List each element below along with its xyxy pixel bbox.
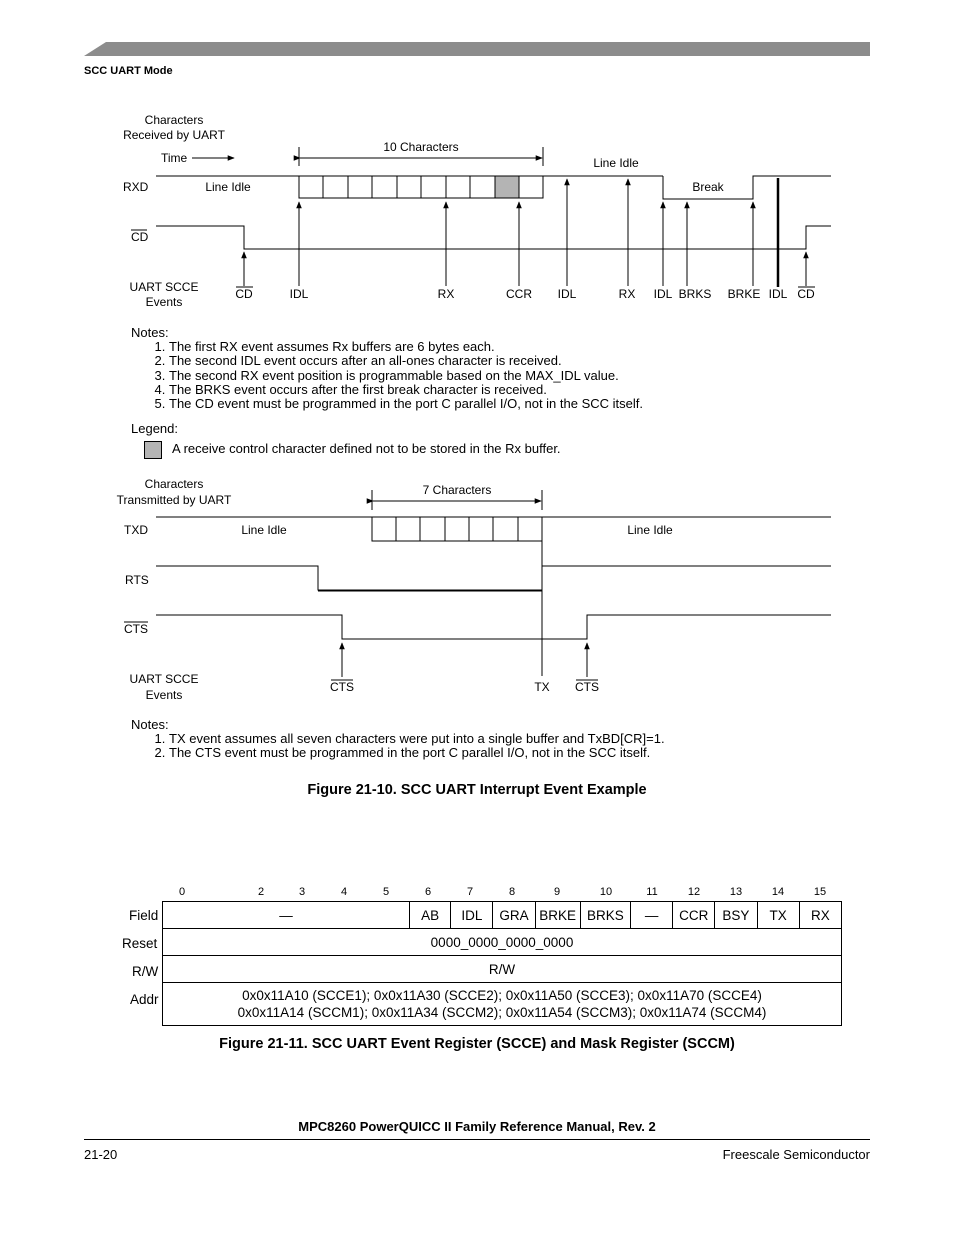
rx-note: 2. The second IDL event occurs after an all-ones character is received. xyxy=(169,354,643,368)
field-cell-reserved-1: — xyxy=(163,902,410,929)
company-name: Freescale Semiconductor xyxy=(722,1147,870,1162)
break-label: Break xyxy=(692,180,724,194)
legend-text: A receive control character defined not to be stored in the Rx buffer. xyxy=(172,441,561,456)
legend-heading: Legend: xyxy=(131,421,178,436)
bit-number: 3 xyxy=(298,886,306,898)
rx-line-idle-left: Line Idle xyxy=(205,180,251,194)
rx-events-label-1: UART SCCE xyxy=(129,280,199,294)
field-cell-ccr: CCR xyxy=(673,902,715,929)
field-cell-rx: RX xyxy=(799,902,841,929)
row-label-rw: R/W xyxy=(132,964,159,979)
rts-label: RTS xyxy=(125,573,149,587)
field-cell-brke: BRKE xyxy=(535,902,580,929)
rx-event-rx-2: RX xyxy=(618,287,636,301)
field-cell-brks: BRKS xyxy=(580,902,630,929)
rx-notes xyxy=(131,326,643,411)
seven-chars-label: 7 Characters xyxy=(422,483,492,497)
rx-event-rx-1: RX xyxy=(437,287,455,301)
figure-11-caption: Figure 21-11. SCC UART Event Register (SCCE) and Mask Register (SCCM) xyxy=(219,1036,735,1052)
addr-cell xyxy=(163,983,842,1026)
tx-event-cts-1: CTS xyxy=(330,680,354,694)
ten-chars-label: 10 Characters xyxy=(383,140,459,154)
tx-note: 1. TX event assumes all seven characters were put into a single buffer and TxBD[CR]=1. xyxy=(169,732,665,746)
field-cell-reserved-2: — xyxy=(631,902,673,929)
rx-event-idl-1: IDL xyxy=(289,287,309,301)
cd-label: CD xyxy=(131,230,149,244)
cts-label: CTS xyxy=(124,622,148,636)
bit-number: 10 xyxy=(599,886,613,898)
rx-note: 5. The CD event must be programmed in the port C parallel I/O, not in the SCC itself. xyxy=(169,397,643,411)
section-title: SCC UART Mode xyxy=(84,65,173,77)
bit-number: 0 xyxy=(178,886,186,898)
row-label-reset: Reset xyxy=(122,936,158,951)
tx-line-idle-left: Line Idle xyxy=(241,523,287,537)
field-row xyxy=(163,902,842,929)
rx-event-cd-2: CD xyxy=(797,287,815,301)
rx-event-brks: BRKS xyxy=(678,287,712,301)
rx-event-ccr: CCR xyxy=(506,287,532,301)
rx-event-cd-1: CD xyxy=(235,287,253,301)
footer-rule xyxy=(84,1139,870,1140)
bit-number: 11 xyxy=(646,886,658,898)
bit-number: 8 xyxy=(508,886,516,898)
bit-number: 9 xyxy=(553,886,561,898)
bit-number: 5 xyxy=(382,886,390,898)
txd-label: TXD xyxy=(124,523,148,537)
bit-number: 4 xyxy=(340,886,348,898)
rx-chars-label-2: Received by UART xyxy=(123,128,225,142)
rx-events-label-2: Events xyxy=(145,295,183,309)
row-label-addr: Addr xyxy=(130,992,159,1007)
bit-number: 12 xyxy=(687,886,701,898)
rx-notes-heading: Notes: xyxy=(131,325,169,340)
field-cell-ab: AB xyxy=(410,902,451,929)
field-cell-idl: IDL xyxy=(451,902,493,929)
bit-number: 15 xyxy=(813,886,827,898)
row-label-field: Field xyxy=(129,908,159,923)
tx-line-idle-right: Line Idle xyxy=(627,523,673,537)
tx-timing-diagram xyxy=(0,470,954,710)
bit-number: 13 xyxy=(729,886,743,898)
rx-note: 4. The BRKS event occurs after the first break character is received. xyxy=(169,383,643,397)
tx-events-label-1: UART SCCE xyxy=(129,672,199,686)
rw-value: R/W xyxy=(163,956,842,983)
register-table xyxy=(162,901,842,1026)
reset-row xyxy=(163,929,842,956)
rx-line-idle-right: Line Idle xyxy=(593,156,639,170)
bit-number-row xyxy=(0,880,954,900)
rx-note: 3. The second RX event position is programmable based on the MAX_IDL value. xyxy=(169,369,643,383)
field-cell-gra: GRA xyxy=(493,902,535,929)
addr-line-1: 0x0x11A10 (SCCE1); 0x0x11A30 (SCCE2); 0x0x11A50 (SCCE3); 0x0x11A70 (SCCE4) xyxy=(242,988,762,1003)
addr-row xyxy=(163,983,842,1026)
rx-event-idl-2: IDL xyxy=(557,287,577,301)
bit-number: 2 xyxy=(257,886,265,898)
reset-value: 0000_0000_0000_0000 xyxy=(163,929,842,956)
rx-note: 1. The first RX event assumes Rx buffers are 6 bytes each. xyxy=(169,340,643,354)
control-character-cell xyxy=(495,176,519,198)
tx-chars-label-2: Transmitted by UART xyxy=(116,493,232,507)
bit-number: 14 xyxy=(771,886,785,898)
tx-notes xyxy=(131,718,665,761)
bit-number: 7 xyxy=(466,886,474,898)
rx-event-idl-3: IDL xyxy=(653,287,673,301)
rx-chars-label-1: Characters xyxy=(144,113,204,127)
rxd-label: RXD xyxy=(123,180,149,194)
rx-event-brke: BRKE xyxy=(727,287,761,301)
addr-line-2: 0x0x11A14 (SCCM1); 0x0x11A34 (SCCM2); 0x0x11A54 (SCCM3); 0x0x11A74 (SCCM4) xyxy=(237,1005,767,1020)
tx-event-cts-2: CTS xyxy=(575,680,599,694)
footer-title: MPC8260 PowerQUICC II Family Reference Manual, Rev. 2 xyxy=(298,1119,656,1134)
tx-notes-heading: Notes: xyxy=(131,717,169,732)
field-cell-bsy: BSY xyxy=(715,902,757,929)
legend-swatch xyxy=(144,441,162,459)
header-bar xyxy=(84,42,870,56)
page-number: 21-20 xyxy=(84,1147,118,1162)
tx-char-frame xyxy=(372,517,542,541)
figure-10-caption: Figure 21-10. SCC UART Interrupt Event Example xyxy=(307,782,647,798)
tx-chars-label-1: Characters xyxy=(144,477,204,491)
tx-event-tx: TX xyxy=(534,680,550,694)
bit-number: 6 xyxy=(424,886,432,898)
tx-events-label-2: Events xyxy=(145,688,183,702)
field-cell-tx: TX xyxy=(757,902,799,929)
rw-row xyxy=(163,956,842,983)
time-label: Time xyxy=(161,151,188,165)
rx-timing-diagram xyxy=(0,100,954,330)
rx-event-idl-4: IDL xyxy=(768,287,788,301)
tx-note: 2. The CTS event must be programmed in the port C parallel I/O, not in the SCC itself. xyxy=(169,746,665,760)
